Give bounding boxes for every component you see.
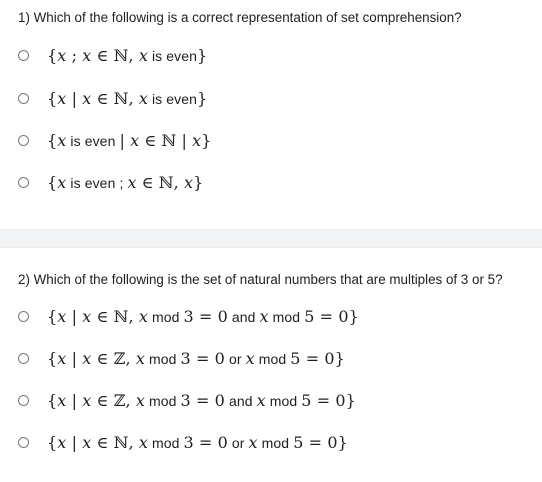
option-math: {x | x ∈ ℤ, x mod 3 = 0 and x mod 5 = 0} <box>47 390 356 410</box>
answer-option-1a[interactable] <box>18 43 207 67</box>
question-1 <box>0 0 542 229</box>
question-divider <box>0 229 542 248</box>
option-math: {x | x ∈ ℕ, x mod 3 = 0 or x mod 5 = 0} <box>47 432 348 452</box>
option-math: {x is even ; x ∈ ℕ, x} <box>47 172 204 192</box>
option-math: {x | x ∈ ℕ, x is even} <box>47 88 208 108</box>
radio-button[interactable] <box>18 50 29 61</box>
answer-option-1b[interactable] <box>18 86 207 110</box>
answer-option-1c[interactable] <box>18 128 212 152</box>
answer-option-2a[interactable] <box>18 304 359 328</box>
radio-button[interactable] <box>18 135 29 146</box>
radio-button[interactable] <box>18 353 29 364</box>
question-2 <box>0 248 542 482</box>
question-title: 2) Which of the following is the set of natural numbers that are multiples of 3 or 5? <box>18 272 503 287</box>
option-math: {x | x ∈ ℤ, x mod 3 = 0 or x mod 5 = 0} <box>47 348 345 368</box>
answer-option-2d[interactable] <box>18 430 348 454</box>
radio-button[interactable] <box>18 93 29 104</box>
radio-button[interactable] <box>18 177 29 188</box>
option-math: {x | x ∈ ℕ, x mod 3 = 0 and x mod 5 = 0} <box>47 306 359 326</box>
answer-option-1d[interactable] <box>18 170 203 194</box>
radio-button[interactable] <box>18 437 29 448</box>
question-title: 1) Which of the following is a correct representation of set comprehension? <box>18 10 462 25</box>
option-math: {x ; x ∈ ℕ, x is even} <box>47 45 208 65</box>
answer-option-2c[interactable] <box>18 388 356 412</box>
option-math: {x is even | x ∈ ℕ | x} <box>47 130 212 150</box>
answer-option-2b[interactable] <box>18 346 345 370</box>
radio-button[interactable] <box>18 395 29 406</box>
radio-button[interactable] <box>18 311 29 322</box>
